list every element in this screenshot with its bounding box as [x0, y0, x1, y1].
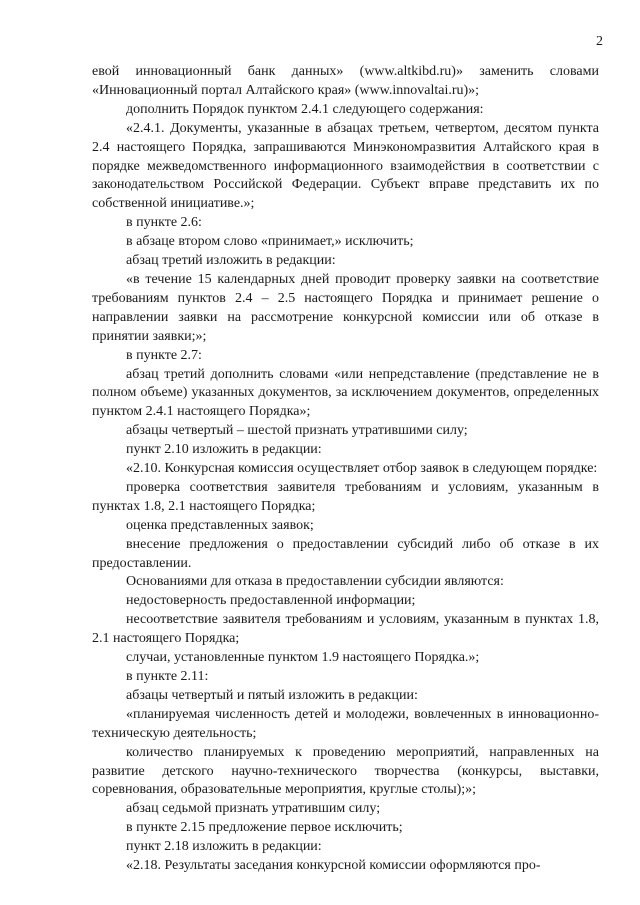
paragraph: оценка представленных заявок; [126, 517, 314, 533]
page-number: 2 [596, 34, 603, 49]
paragraph: абзац третий изложить в редакции: [126, 253, 336, 269]
paragraph: пункт 2.18 изложить в редакции: [126, 839, 322, 855]
paragraph: внесение предложения о предоставлении субсидий либо об отказе в их предоставлении. [92, 536, 599, 571]
paragraph: дополнить Порядок пунктом 2.4.1 следующего содержания: [126, 101, 484, 117]
paragraph: «2.10. Конкурсная комиссия осуществляет отбор заявок в следующем порядке: [126, 461, 598, 477]
document-body [92, 63, 599, 876]
paragraph: Основаниями для отказа в предоставлении субсидии являются: [126, 574, 504, 590]
paragraph: «планируемая численность детей и молодежи, вовлеченных в инновационно-техническую деятельность; [92, 706, 599, 741]
paragraph: в пункте 2.11: [126, 669, 209, 684]
paragraph: недостоверность предоставленной информации; [126, 593, 416, 609]
paragraph: случаи, установленные пунктом 1.9 настоящего Порядка.»; [126, 650, 480, 666]
paragraph-continuation: евой инновационный банк данных» (www.altkibd.ru)» заменить словами «Инновационный портал Алтайского края» (www.innovaltai.ru)»; [92, 64, 599, 98]
paragraph: «2.18. Результаты заседания конкурсной комиссии оформляются про- [126, 858, 541, 874]
paragraph: абзацы четвертый – шестой признать утратившими силу; [126, 423, 468, 439]
paragraph: в абзаце втором слово «принимает,» исключить; [126, 234, 414, 250]
paragraph: абзац седьмой признать утратившим силу; [126, 801, 381, 817]
paragraph: абзац третий дополнить словами «или непредставление (представление не в полном объеме) указанных документов, за исключением документов, определенных пунктом 2.4.1 настоящего Порядка»; [92, 366, 599, 420]
paragraph: пункт 2.10 изложить в редакции: [126, 442, 322, 458]
paragraph: абзацы четвертый и пятый изложить в редакции: [126, 687, 418, 703]
paragraph: количество планируемых к проведению мероприятий, направленных на развитие детского научно-технического творчества (конкурсы, выставки, соревнования, образовательные мероприятия, круглые столы);»; [92, 744, 599, 798]
paragraph: несоответствие заявителя требованиям и условиям, указанным в пунктах 1.8, 2.1 настоящего Порядка; [92, 612, 599, 647]
paragraph: «в течение 15 календарных дней проводит проверку заявки на соответствие требованиям пунктов 2.4 – 2.5 настоящего Порядка и принимает решение о направлении заявки на рассмотрение конкурсной комиссии или об отказе в принятии заявки;»; [92, 271, 599, 344]
paragraph: в пункте 2.6: [126, 215, 202, 231]
paragraph: в пункте 2.15 предложение первое исключить; [126, 820, 403, 836]
paragraph: «2.4.1. Документы, указанные в абзацах третьем, четвертом, десятом пункта 2.4 настоящего Порядка, запрашиваются Минэкономразвития Алтайского края в порядке межведомственного информационного взаимодействия в соответствии с законодательством Российской Федерации. Субъект вправе представить их по собственной инициативе.»; [92, 120, 599, 212]
paragraph: проверка соответствия заявителя требованиям и условиям, указанным в пунктах 1.8, 2.1 настоящего Порядка; [92, 479, 599, 514]
paragraph: в пункте 2.7: [126, 347, 202, 363]
